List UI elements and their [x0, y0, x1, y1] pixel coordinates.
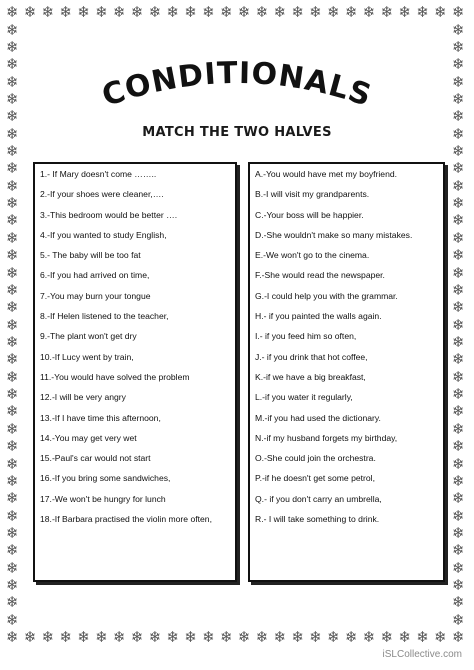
snowflake-icon: ❄: [184, 3, 197, 21]
snowflake-icon: ❄: [452, 350, 465, 369]
snowflake-icon: ❄: [452, 298, 465, 317]
list-item: 2.-If your shoes were cleaner,….: [40, 189, 164, 200]
list-item: O.-She could join the orchestra.: [255, 453, 376, 464]
snowflake-icon: ❄: [6, 471, 19, 490]
snowflake-icon: ❄: [452, 176, 465, 195]
snowflake-icon: ❄: [6, 298, 19, 317]
list-item: L.-if you water it regularly,: [255, 392, 353, 403]
snowflake-icon: ❄: [452, 37, 465, 56]
snowflake-icon: ❄: [6, 55, 19, 74]
snowflake-icon: ❄: [398, 628, 412, 646]
snowflake-icon: ❄: [344, 3, 358, 21]
list-item: N.-if my husband forgets my birthday,: [255, 432, 398, 443]
list-item: R.- I will take something to drink.: [255, 514, 380, 525]
snowflake-icon: ❄: [309, 3, 322, 21]
snowflake-icon: ❄: [416, 628, 429, 646]
snowflake-icon: ❄: [6, 263, 19, 282]
snowflake-icon: ❄: [148, 3, 162, 21]
snowflake-icon: ❄: [398, 3, 412, 21]
snowflake-icon: ❄: [291, 3, 305, 21]
list-item: 1.- If Mary doesn't come ……..: [40, 169, 157, 179]
list-item: I.- if you feed him so often,: [255, 331, 357, 342]
snowflake-icon: ❄: [452, 315, 465, 334]
snowflake-icon: ❄: [362, 628, 376, 646]
snowflake-icon: ❄: [6, 228, 19, 247]
snowflake-icon: ❄: [6, 402, 19, 421]
snowflake-icon: ❄: [344, 628, 358, 646]
instruction-subtitle: MATCH THE TWO HALVES: [142, 125, 332, 140]
right-halves-box: [248, 162, 445, 582]
list-item: 6.-If you had arrived on time,: [40, 270, 150, 281]
snowflake-icon: ❄: [255, 3, 269, 21]
snowflake-icon: ❄: [41, 3, 55, 21]
snowflake-icon: ❄: [130, 628, 144, 646]
snowflake-icon: ❄: [273, 3, 287, 21]
snowflake-icon: ❄: [202, 628, 215, 646]
list-item: Q.- if you don't carry an umbrella,: [255, 493, 382, 504]
snowflake-icon: ❄: [23, 3, 37, 21]
snowflake-icon: ❄: [362, 3, 376, 21]
snowflake-icon: ❄: [452, 228, 465, 247]
snowflake-icon: ❄: [77, 3, 90, 21]
snowflake-icon: ❄: [6, 280, 19, 299]
snowflake-icon: ❄: [434, 3, 447, 21]
snowflake-icon: ❄: [452, 558, 465, 577]
list-item: 10.-If Lucy went by train,: [40, 351, 134, 362]
snowflake-icon: ❄: [220, 628, 233, 646]
snowflake-icon: ❄: [148, 628, 162, 646]
list-item: D.-She wouldn't make so many mistakes.: [255, 229, 413, 240]
snowflake-icon: ❄: [6, 576, 19, 595]
snowflake-icon: ❄: [6, 593, 19, 612]
list-item: K.-if we have a big breakfast,: [255, 371, 366, 382]
snowflake-icon: ❄: [237, 628, 251, 646]
list-item: 9.-The plant won't get dry: [40, 331, 137, 342]
snowflake-icon: ❄: [452, 489, 465, 508]
snowflake-icon: ❄: [6, 628, 19, 646]
snowflake-icon: ❄: [6, 176, 19, 195]
snowflake-icon: ❄: [6, 159, 19, 178]
list-item: E.-We won't go to the cinema.: [255, 250, 370, 261]
snowflake-icon: ❄: [6, 20, 19, 39]
snowflake-icon: ❄: [452, 419, 465, 438]
snowflake-icon: ❄: [6, 315, 19, 334]
left-halves-list: [35, 164, 235, 544]
snowflake-icon: ❄: [6, 419, 19, 438]
page-title-text: CONDITIONALS: [97, 58, 377, 114]
snowflake-icon: ❄: [59, 628, 73, 646]
snowflake-icon: ❄: [452, 194, 465, 213]
snowflake-icon: ❄: [452, 333, 465, 351]
snowflake-icon: ❄: [6, 72, 19, 91]
snowflake-icon: ❄: [452, 367, 465, 386]
snowflake-icon: ❄: [452, 280, 465, 299]
list-item: F.-She would read the newspaper.: [255, 270, 385, 281]
snowflake-icon: ❄: [6, 506, 19, 525]
list-item: B.-I will visit my grandparents.: [255, 189, 370, 200]
snowflake-icon: ❄: [452, 142, 465, 161]
list-item: G.-I could help you with the grammar.: [255, 290, 398, 301]
snowflake-icon: ❄: [452, 437, 465, 456]
snowflake-icon: ❄: [452, 628, 465, 646]
snowflake-icon: ❄: [6, 558, 19, 577]
snowflake-icon: ❄: [6, 89, 19, 108]
snowflake-icon: ❄: [452, 541, 465, 560]
list-item: 14.-You may get very wet: [40, 432, 137, 443]
snowflake-icon: ❄: [452, 211, 465, 230]
list-item: 3.-This bedroom would be better ….: [40, 209, 178, 220]
list-item: 7.-You may burn your tongue: [40, 290, 151, 301]
list-item: 8.-If Helen listened to the teacher,: [40, 311, 169, 322]
snowflake-icon: ❄: [166, 628, 180, 646]
snowflake-icon: ❄: [166, 3, 180, 21]
snowflake-icon: ❄: [452, 385, 465, 404]
page-title: [70, 58, 404, 128]
snowflake-icon: ❄: [6, 523, 19, 542]
snowflake-icon: ❄: [452, 471, 465, 490]
left-halves-box: [33, 162, 237, 582]
list-item: 15.-Paul's car would not start: [40, 453, 151, 464]
snowflake-icon: ❄: [130, 3, 144, 21]
list-item: A.-You would have met my boyfriend.: [255, 169, 398, 179]
snowflake-icon: ❄: [452, 107, 465, 126]
snowflake-icon: ❄: [6, 610, 19, 629]
snowflake-icon: ❄: [452, 159, 465, 178]
snowflake-icon: ❄: [452, 402, 465, 421]
snowflake-icon: ❄: [6, 350, 19, 369]
snowflake-icon: ❄: [6, 194, 19, 213]
snowflake-icon: ❄: [291, 628, 305, 646]
snowflake-icon: ❄: [273, 628, 287, 646]
snowflake-icon: ❄: [6, 211, 19, 230]
snowflake-icon: ❄: [416, 3, 429, 21]
snowflake-icon: ❄: [452, 55, 465, 74]
snowflake-icon: ❄: [41, 628, 55, 646]
snowflake-icon: ❄: [309, 628, 322, 646]
snowflake-icon: ❄: [6, 3, 19, 21]
snowflake-icon: ❄: [452, 20, 465, 39]
snowflake-icon: ❄: [380, 628, 394, 646]
snowflake-icon: ❄: [452, 454, 465, 473]
snowflake-icon: ❄: [6, 107, 19, 126]
snowflake-icon: ❄: [452, 3, 465, 21]
snowflake-icon: ❄: [434, 628, 447, 646]
snowflake-icon: ❄: [6, 385, 19, 404]
list-item: J.- if you drink that hot coffee,: [255, 351, 368, 362]
list-item: 4.-If you wanted to study English,: [40, 229, 167, 240]
snowflake-icon: ❄: [452, 246, 465, 265]
snowflake-icon: ❄: [452, 593, 465, 612]
list-item: 18.-If Barbara practised the violin more often,: [40, 514, 212, 525]
snowflake-icon: ❄: [95, 628, 108, 646]
list-item: 16.-If you bring some sandwiches,: [40, 473, 171, 484]
snowflake-icon: ❄: [6, 454, 19, 473]
snowflake-icon: ❄: [452, 523, 465, 542]
list-item: H.- if you painted the walls again.: [255, 311, 382, 322]
snowflake-icon: ❄: [452, 72, 465, 91]
snowflake-icon: ❄: [452, 89, 465, 108]
list-item: 11.-You would have solved the problem: [40, 371, 190, 382]
snowflake-icon: ❄: [452, 576, 465, 595]
list-item: M.-if you had used the dictionary.: [255, 412, 381, 423]
snowflake-icon: ❄: [59, 3, 73, 21]
snowflake-icon: ❄: [184, 628, 197, 646]
snowflake-icon: ❄: [452, 263, 465, 282]
snowflake-icon: ❄: [6, 437, 19, 456]
list-item: 5.- The baby will be too fat: [40, 250, 141, 261]
snowflake-icon: ❄: [113, 3, 126, 21]
snowflake-icon: ❄: [6, 489, 19, 508]
right-halves-list: [250, 164, 443, 534]
snowflake-icon: ❄: [77, 628, 90, 646]
snowflake-icon: ❄: [220, 3, 233, 21]
snowflake-icon: ❄: [6, 541, 19, 560]
snowflake-icon: ❄: [6, 124, 19, 143]
list-item: C.-Your boss will be happier.: [255, 209, 364, 220]
snowflake-icon: ❄: [6, 367, 19, 386]
snowflake-icon: ❄: [452, 124, 465, 143]
snowflake-icon: ❄: [452, 610, 465, 629]
snowflake-icon: ❄: [380, 3, 394, 21]
snowflake-icon: ❄: [113, 628, 126, 646]
snowflake-icon: ❄: [452, 506, 465, 525]
snowflake-icon: ❄: [6, 37, 19, 56]
svg-text:CONDITIONALS: [98, 58, 376, 114]
snowflake-icon: ❄: [202, 3, 215, 21]
snowflake-icon: ❄: [327, 628, 340, 646]
list-item: 17.-We won't be hungry for lunch: [40, 493, 166, 504]
site-watermark: iSLCollective.com: [382, 649, 462, 660]
snowflake-icon: ❄: [6, 333, 19, 351]
list-item: 13.-If I have time this afternoon,: [40, 412, 161, 423]
snowflake-icon: ❄: [95, 3, 108, 21]
snowflake-icon: ❄: [6, 142, 19, 161]
snowflake-icon: ❄: [23, 628, 37, 646]
list-item: P.-if he doesn't get some petrol,: [255, 473, 375, 484]
snowflake-icon: ❄: [6, 246, 19, 265]
snowflake-icon: ❄: [255, 628, 269, 646]
list-item: 12.-I will be very angry: [40, 392, 126, 403]
snowflake-icon: ❄: [237, 3, 251, 21]
snowflake-icon: ❄: [327, 3, 340, 21]
